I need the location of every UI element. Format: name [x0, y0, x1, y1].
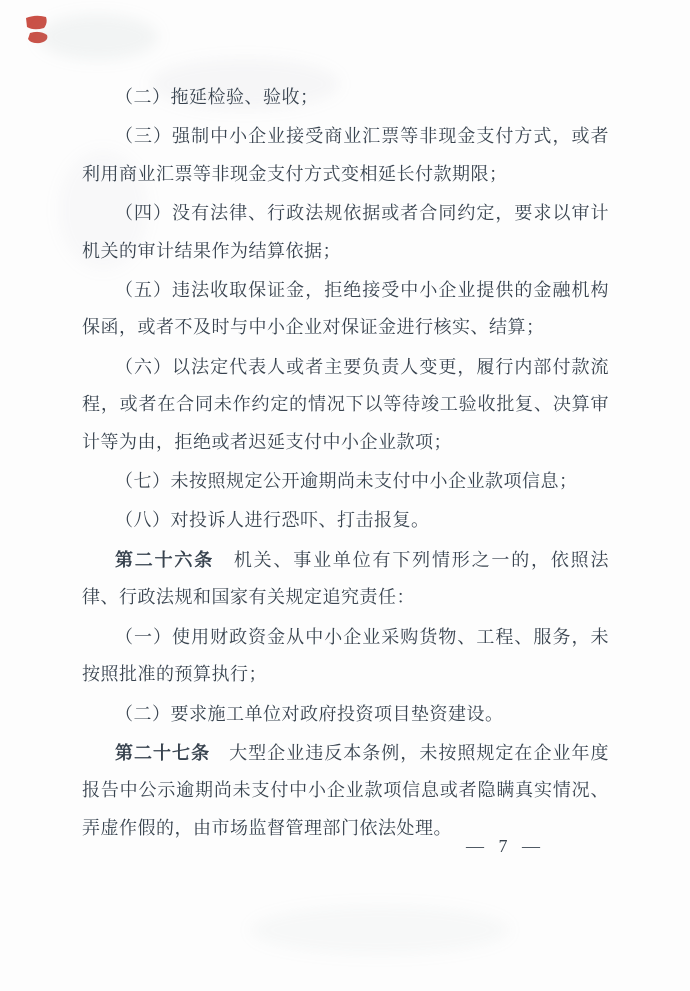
line-text: 保函，或者不及时与中小企业对保证金进行核实、结算；: [82, 317, 545, 338]
document-line: [82, 118, 609, 155]
paragraph: [82, 502, 609, 539]
document-line: [82, 502, 609, 539]
document-line: [82, 386, 609, 423]
document-line: [82, 619, 609, 656]
document-line: [82, 195, 609, 232]
line-text: 按照批准的预算执行；: [82, 664, 267, 685]
line-text: （八）对投诉人进行恐吓、打击报复。: [115, 510, 430, 531]
line-text: 报告中公示逾期尚未支付中小企业款项信息或者隐瞒真实情况、: [82, 780, 609, 801]
line-text: 弄虚作假的，由市场监督管理部门依法处理。: [82, 817, 452, 838]
document-line: [82, 156, 609, 193]
article-number: 第二十七条: [115, 742, 211, 763]
document-line: [82, 272, 609, 309]
document-line: [82, 349, 609, 386]
line-text: 程，或者在合同未作约定的情况下以等待竣工验收批复、决算审: [82, 394, 609, 415]
line-text: （四）没有法律、行政法规依据或者合同约定，要求以审计: [115, 203, 609, 224]
line-text: （七）未按照规定公开逾期尚未支付中小企业款项信息；: [115, 471, 578, 492]
paragraph: [82, 195, 609, 270]
document-line: [82, 233, 609, 270]
document-line: [82, 579, 609, 616]
stamp-ink: [26, 16, 47, 30]
line-text: （六）以法定代表人或者主要负责人变更，履行内部付款流: [115, 356, 609, 377]
document-line: [82, 656, 609, 693]
article-number: 第二十六条: [115, 549, 215, 570]
document-line: [82, 309, 609, 346]
line-text: （二）要求施工单位对政府投资项目垫资建设。: [115, 703, 504, 724]
line-text: （二）拖延检验、验收；: [115, 87, 319, 107]
line-text: （五）违法收取保证金，拒绝接受中小企业提供的金融机构: [115, 280, 609, 301]
paragraph: [82, 619, 609, 694]
paragraph: [82, 349, 609, 461]
paragraph: [82, 79, 609, 116]
page-number: — 7 —: [466, 836, 545, 856]
document-line: [82, 542, 609, 579]
paragraph: [82, 272, 609, 347]
line-text: 利用商业汇票等非现金支付方式变相延长付款期限；: [82, 163, 508, 184]
paragraph: [82, 735, 609, 847]
paragraph: [82, 118, 609, 193]
scan-smudge: [250, 905, 510, 955]
line-text: 机关的审计结果作为结算依据；: [82, 240, 341, 261]
line-text: 大型企业违反本条例，未按照规定在企业年度: [210, 742, 610, 763]
document-line: [82, 735, 609, 772]
document-line: [82, 463, 609, 500]
paragraph: [82, 463, 609, 500]
paragraph: [82, 696, 609, 733]
stamp-ink: [28, 32, 47, 43]
line-text: 机关、事业单位有下列情形之一的，依照法: [214, 549, 609, 570]
document-line: [82, 424, 609, 461]
document-line: [82, 696, 609, 733]
line-text: 计等为由，拒绝或者迟延支付中小企业款项；: [82, 431, 452, 452]
line-text: （三）强制中小企业接受商业汇票等非现金支付方式，或者: [115, 126, 609, 147]
document-line: [82, 79, 609, 116]
line-text: （一）使用财政资金从中小企业采购货物、工程、服务，未: [115, 626, 609, 647]
paragraph: [82, 542, 609, 617]
document-text: [82, 0, 609, 849]
stamp-mark: [22, 13, 50, 45]
line-text: 律、行政法规和国家有关规定追究责任：: [82, 587, 415, 608]
document-line: [82, 772, 609, 809]
